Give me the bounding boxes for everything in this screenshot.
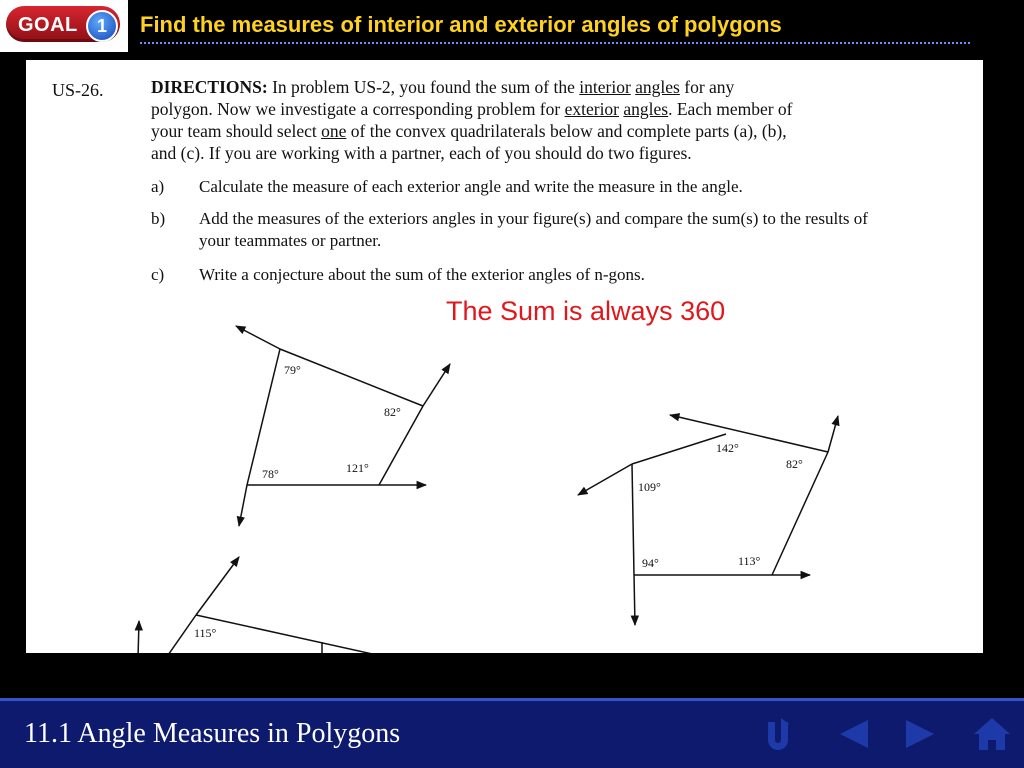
- underlined-word: interior: [579, 77, 631, 97]
- underlined-word: angles: [635, 77, 680, 97]
- directions-segment: polygon. Now we investigate a corresponding problem for: [151, 99, 565, 119]
- home-icon[interactable]: [972, 714, 1012, 754]
- directions-segment: and (c). If you are working with a partner, each of you should do two figures.: [151, 143, 692, 163]
- angle-label: 121°: [346, 461, 369, 475]
- previous-icon[interactable]: [834, 714, 874, 754]
- angle-label: 115°: [194, 626, 217, 640]
- item-a-text: Calculate the measure of each exterior angle and write the measure in the angle.: [199, 177, 743, 196]
- slide-title: Find the measures of interior and exterior angles of polygons: [140, 12, 970, 44]
- angle-label: 78°: [262, 467, 279, 481]
- quadrilateral-2: [578, 415, 838, 625]
- lesson-title: 11.1 Angle Measures in Polygons: [24, 718, 401, 749]
- footer-divider: [0, 698, 1024, 701]
- goal-badge: [0, 0, 128, 52]
- problem-number: US-26.: [52, 80, 104, 100]
- answer-text: The Sum is always 360: [446, 296, 726, 326]
- item-c-label: c): [151, 265, 165, 284]
- angle-label: 113°: [738, 554, 761, 568]
- item-b-label: b): [151, 209, 166, 228]
- quadrilateral-3: [138, 557, 386, 653]
- next-icon[interactable]: [900, 714, 940, 754]
- angle-label: 82°: [384, 405, 401, 419]
- directions-segment: . Each member of: [668, 99, 793, 119]
- directions-segment: of the convex quadrilaterals below and complete parts (a), (b),: [346, 121, 787, 141]
- directions-segment: your team should select: [151, 121, 322, 141]
- item-c-text: Write a conjecture about the sum of the exterior angles of n-gons.: [199, 265, 645, 284]
- angle-label: 142°: [716, 441, 739, 455]
- item-b-text: Add the measures of the exteriors angles in your figure(s) and compare the sum(s) to the results of your teammates or partner.: [199, 209, 868, 250]
- item-a-label: a): [151, 177, 165, 196]
- goal-label: GOAL: [18, 14, 78, 36]
- return-icon[interactable]: [758, 714, 798, 754]
- underlined-word: exterior: [564, 99, 620, 119]
- directions-segment: for any: [679, 77, 735, 97]
- goal-pill: [6, 6, 120, 42]
- directions-label: DIRECTIONS:: [151, 77, 268, 97]
- worksheet-image: [26, 60, 983, 653]
- quadrilateral-figures: [26, 60, 983, 653]
- goal-number: 1: [86, 10, 118, 42]
- angle-label: 82°: [786, 457, 803, 471]
- quadrilateral-1: [236, 326, 450, 526]
- underlined-word: one: [321, 121, 347, 141]
- directions-segment: In problem US-2, you found the sum of the: [267, 77, 580, 97]
- angle-label: 79°: [284, 363, 301, 377]
- underlined-word: angles: [623, 99, 669, 119]
- angle-label: 109°: [638, 480, 661, 494]
- angle-label: 94°: [642, 556, 659, 570]
